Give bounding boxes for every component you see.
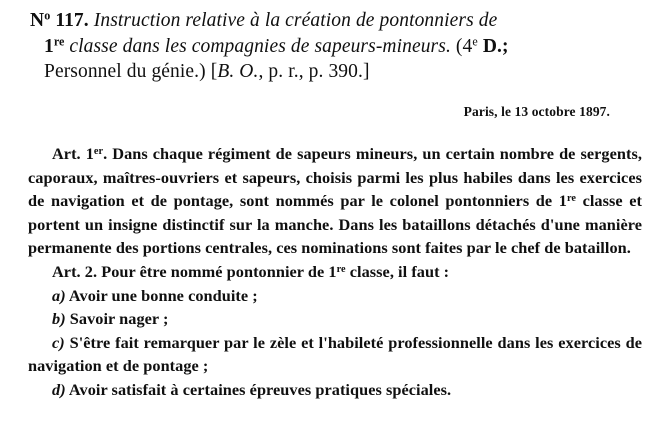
condition-item-a [28, 284, 642, 308]
title-ordinal-suffix: re [53, 34, 65, 49]
title-reference-bracket-close: ] [363, 61, 370, 82]
article-2-paragraph [28, 260, 642, 284]
article-1-text: Dans chaque régiment de sapeurs mineurs, un certain nombre de sergents, caporaux, maîtres-ouvriers et sapeurs, choisis parmi les plus habiles dans les exercices de navigation et de pontage, sont nommés par le colonel pontonniers de 1 [28, 144, 642, 211]
condition-text-a: Avoir une bonne conduite ; [68, 285, 258, 305]
article-2-text: Pour être nommé pontonnier de 1 [101, 261, 337, 281]
article-1-label: Art. 1 [52, 144, 94, 163]
title-reference-detail: , p. r., p. 390. [258, 61, 363, 82]
article-2-text-sup: re [336, 263, 346, 275]
title-reference-source: B. O. [217, 61, 259, 82]
dateline: Paris, le 13 octobre 1897. [463, 104, 610, 119]
condition-text-b: Savoir nager ; [69, 309, 169, 329]
document-body [28, 142, 642, 402]
title-reference-bracket-open: [ [210, 61, 218, 82]
article-1-text-sup: re [566, 193, 576, 205]
title-division-label: D.; [482, 35, 509, 57]
title-line-1 [26, 8, 642, 34]
title-service-name: Personnel du génie.) [44, 61, 206, 82]
condition-letter-b: b) [52, 309, 66, 329]
title-division-sup: e [472, 34, 478, 49]
document-title [26, 8, 642, 85]
condition-text-c: S'être fait remarquer par le zèle et l'habileté professionnelle dans les exercices de navigation et de pontage ; [28, 332, 642, 376]
condition-letter-a: a) [52, 285, 66, 305]
title-text-line-1: Instruction relative à la création de pontonniers de [93, 10, 498, 31]
condition-letter-c: c) [52, 332, 65, 352]
title-line-2 [26, 34, 642, 60]
document-number: 117. [55, 10, 89, 31]
document-number-label: $N^o$ [30, 8, 51, 31]
article-1-label-sup: er [93, 145, 104, 157]
condition-letter-d: d) [52, 379, 66, 399]
condition-item-d [28, 378, 642, 402]
condition-item-c [28, 331, 642, 378]
article-1-text-continued: classe et portent un insigne distinctif sur la manche. Dans les bataillons détachés d'une manière permanente des portions centrales, ces nominations sont faites par le chef de bataillon. [28, 191, 642, 258]
title-text-line-2: classe dans les compagnies de sapeurs-mineurs. [69, 35, 451, 57]
condition-item-b [28, 307, 642, 331]
title-division-open: (4 [455, 35, 473, 57]
article-2-label: Art. 2. [52, 261, 98, 281]
title-ordinal-base: 1 [44, 35, 54, 57]
article-1-label-suffix: . [103, 144, 108, 163]
condition-text-d: Avoir satisfait à certaines épreuves pratiques spéciales. [68, 379, 452, 399]
article-2-text-continued: classe, il faut : [345, 261, 450, 281]
title-line-3 [26, 59, 642, 85]
article-1-paragraph [28, 142, 642, 260]
